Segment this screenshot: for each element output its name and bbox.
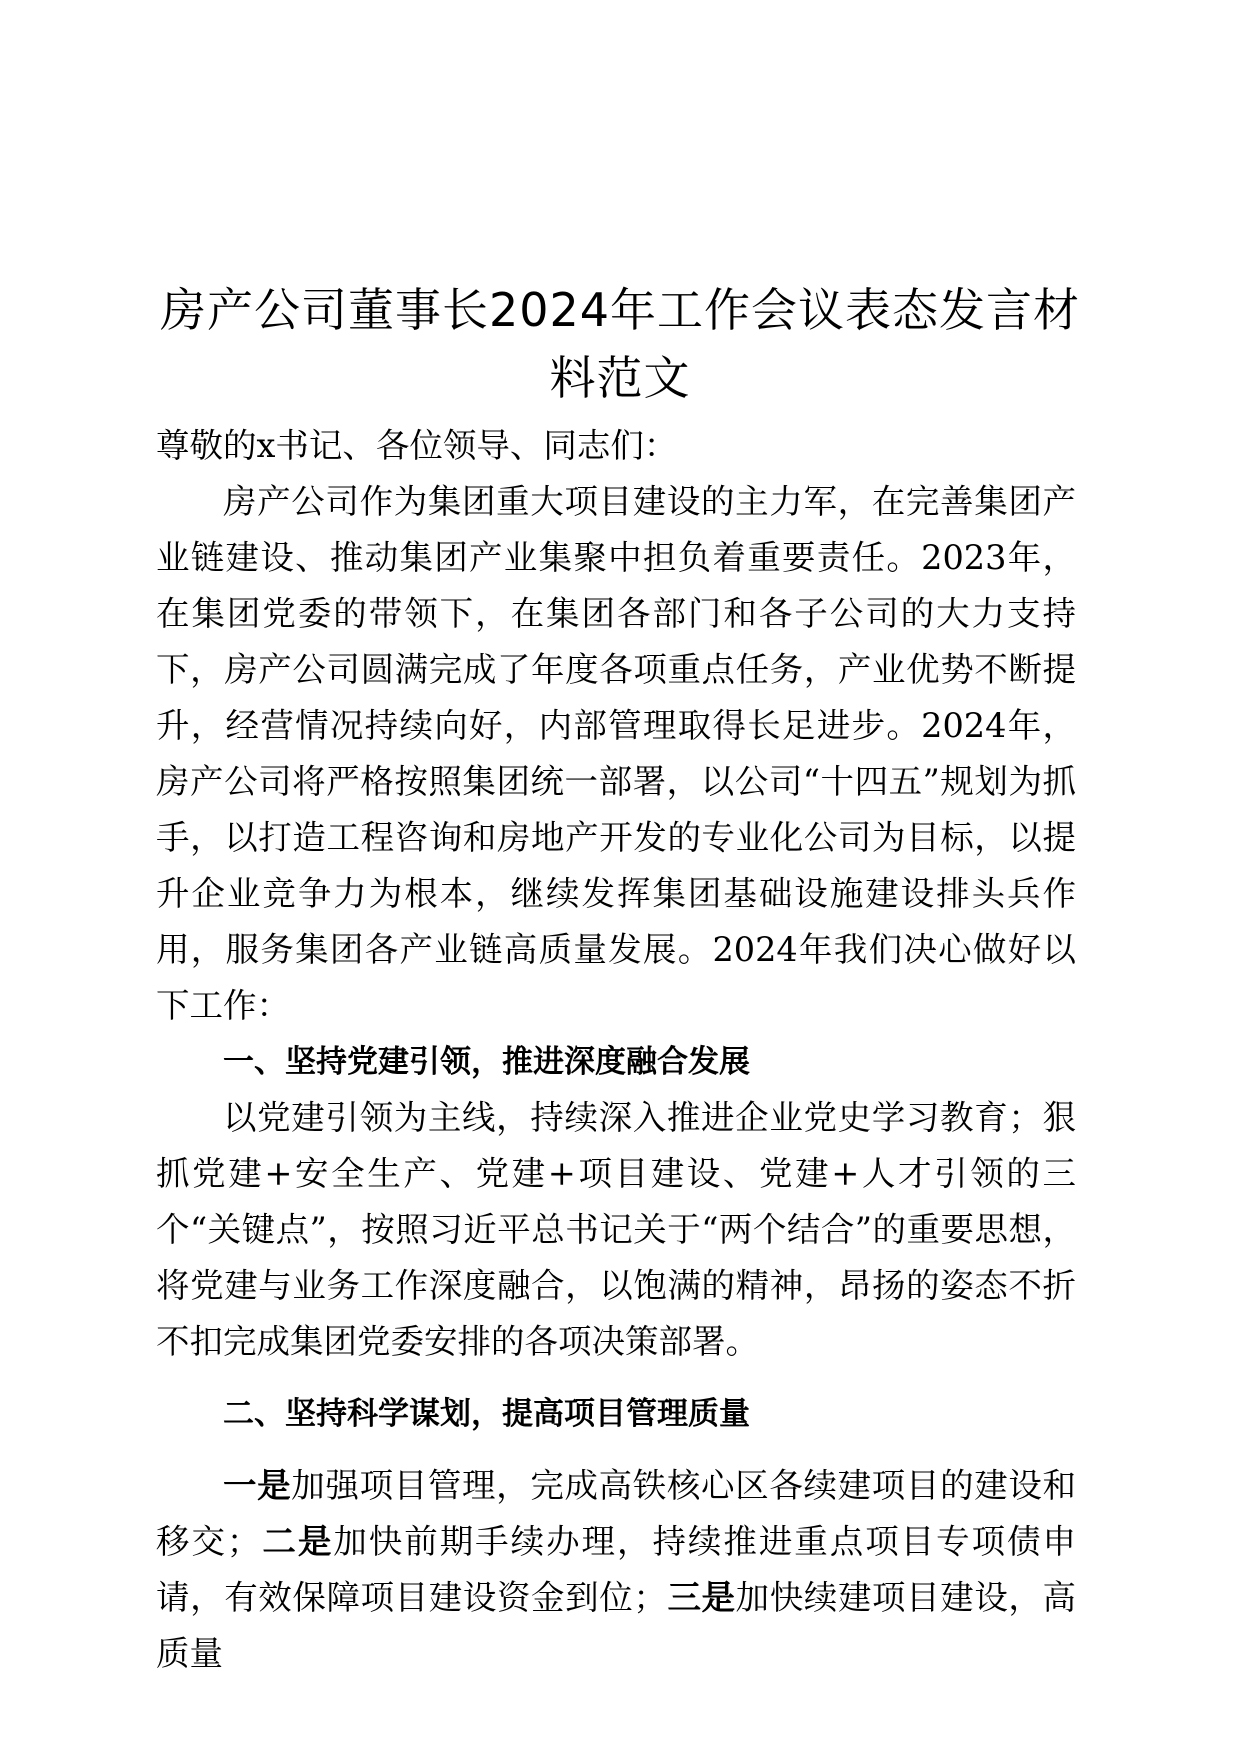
item-lead-2: 二是 bbox=[260, 1522, 334, 1561]
section-2-paragraph bbox=[156, 1458, 1076, 1682]
salutation: 尊敬的x书记、各位领导、同志们： bbox=[156, 426, 678, 465]
item-lead-1: 一是 bbox=[223, 1466, 292, 1505]
document-body bbox=[156, 418, 1076, 1682]
section-1-paragraph: 以党建引领为主线，持续深入推进企业党史学习教育；狠抓党建+安全生产、党建+项目建设、党建+人才引领的三个“关键点”，按照习近平总书记关于“两个结合”的重要思想，将党建与业务工作深度融合，以饱满的精神，昂扬的姿态不折不扣完成集团党委安排的各项决策部署。 bbox=[156, 1098, 1076, 1361]
item-lead-3: 三是 bbox=[666, 1578, 736, 1617]
item-text-1: 加强项目管理，完成高铁核心区各续建项目的建设和移交； bbox=[156, 1466, 1077, 1561]
intro-paragraph: 房产公司作为集团重大项目建设的主力军，在完善集团产业链建设、推动集团产业集聚中担负着重要责任。2023年，在集团党委的带领下，在集团各部门和各子公司的大力支持下，房产公司圆满完成了年度各项重点任务，产业优势不断提升，经营情况持续向好，内部管理取得长足进步。2024年，房产公司将严格按照集团统一部署，以公司“十四五”规划为抓手，以打造工程咨询和房地产开发的专业化公司为目标，以提升企业竞争力为根本，继续发挥集团基础设施建设排头兵作用，服务集团各产业链高质量发展。2024年我们决心做好以下工作： bbox=[156, 482, 1076, 1025]
item-text-2: 加快前期手续办理，持续推进重点项目专项债申请，有效保障项目建设资金到位； bbox=[156, 1522, 1077, 1617]
section-heading-1: 一、坚持党建引领，推进深度融合发展 bbox=[223, 1044, 750, 1080]
document-title: 房产公司董事长2024年工作会议表态发言材料范文 bbox=[159, 283, 1081, 405]
section-heading-2: 二、坚持科学谋划，提高项目管理质量 bbox=[223, 1396, 750, 1432]
item-text-3: 加快续建项目建设，高质量 bbox=[156, 1578, 1077, 1673]
